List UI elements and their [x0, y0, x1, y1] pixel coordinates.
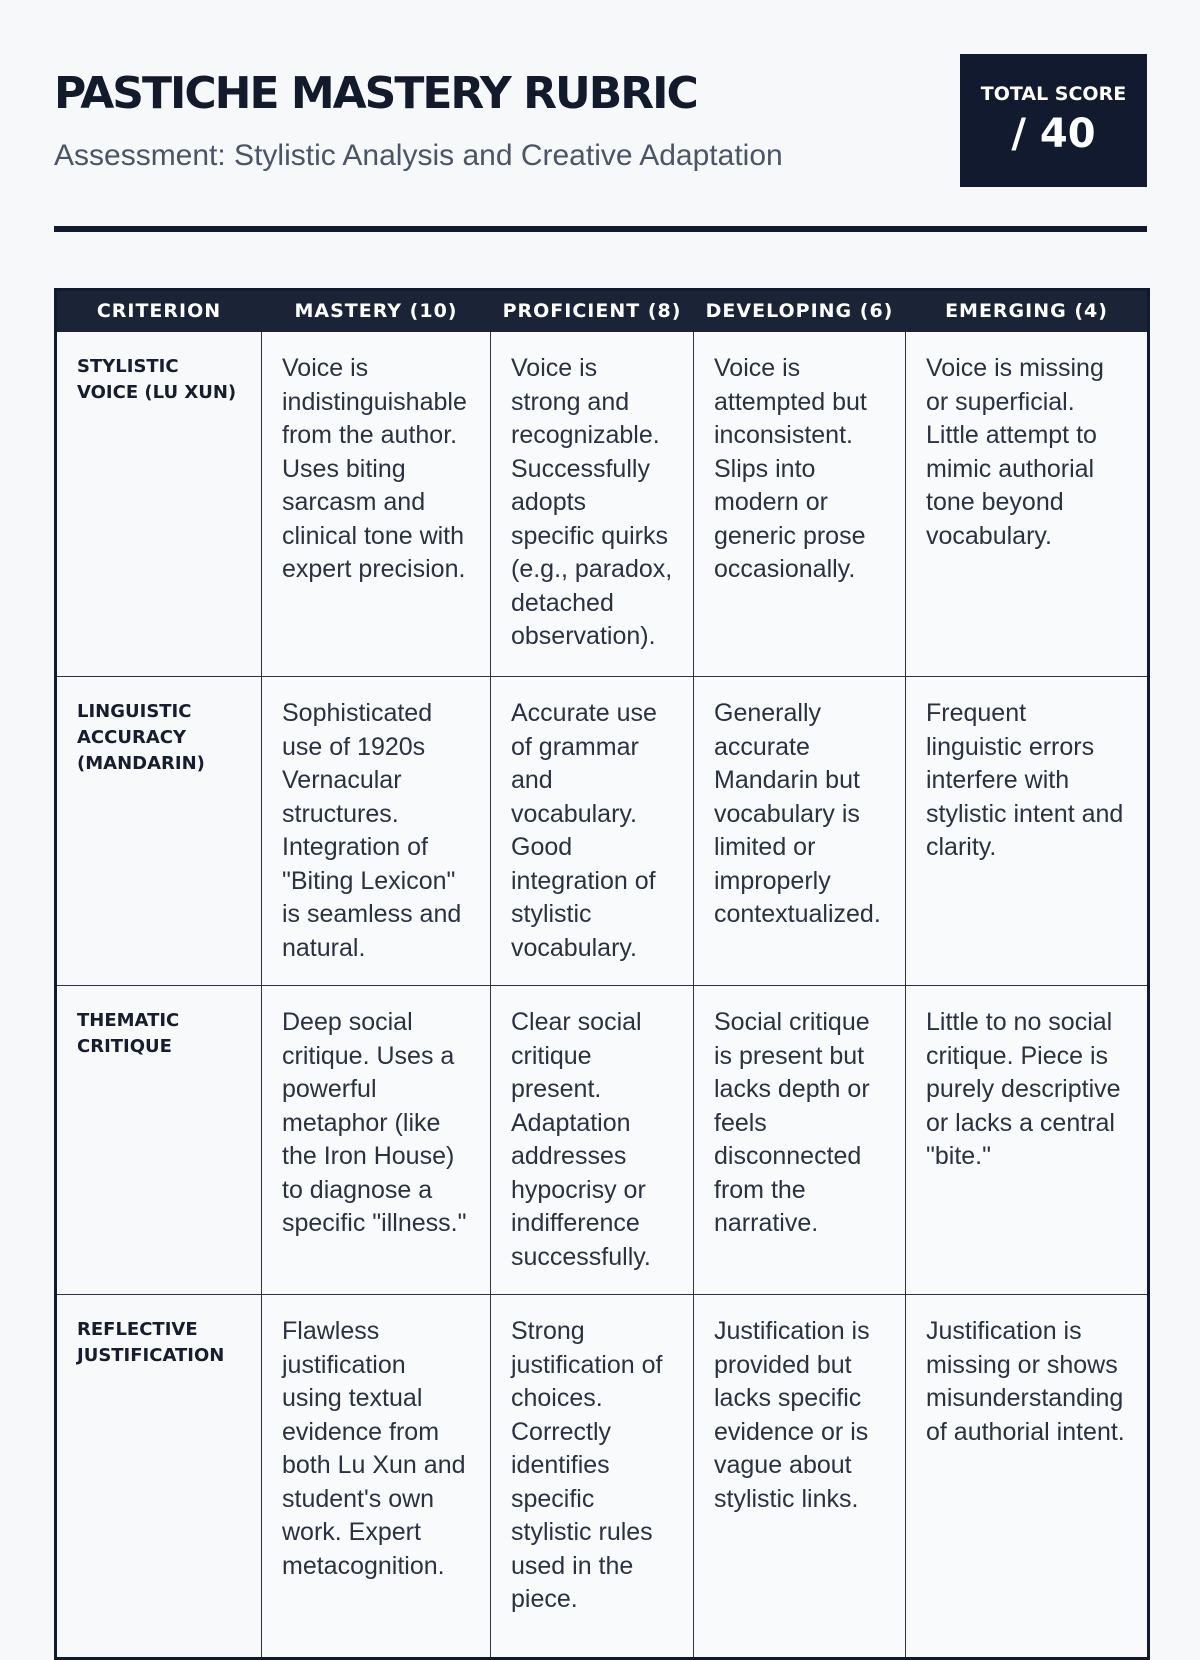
criterion-cell: LINGUISTIC ACCURACY (MANDARIN): [56, 677, 262, 986]
mastery-cell: Sophisticated use of 1920s Vernacular structures. Integration of "Biting Lexicon" is seamless and natural.: [262, 677, 491, 986]
mastery-cell: Flawless justification using textual evidence from both Lu Xun and student's own work. Expert metacognition.: [262, 1295, 491, 1659]
page-subtitle: Assessment: Stylistic Analysis and Creative Adaptation: [54, 139, 783, 172]
table-row: [56, 332, 1149, 677]
rubric-header: [54, 54, 1147, 184]
rubric-table: [54, 288, 1150, 1660]
column-header-emerging: EMERGING (4): [906, 290, 1149, 332]
proficient-cell: Clear social critique present. Adaptation addresses hypocrisy or indifference successfully.: [491, 986, 694, 1295]
emerging-cell: Little to no social critique. Piece is purely descriptive or lacks a central "bite.": [906, 986, 1149, 1295]
proficient-cell: Accurate use of grammar and vocabulary. Good integration of stylistic vocabulary.: [491, 677, 694, 986]
emerging-cell: Voice is missing or superficial. Little attempt to mimic authorial tone beyond vocabulary.: [906, 332, 1149, 677]
page-title: PASTICHE MASTERY RUBRIC: [54, 68, 697, 119]
column-header-mastery: MASTERY (10): [262, 290, 491, 332]
total-score-label: TOTAL SCORE: [980, 83, 1127, 105]
developing-cell: Justification is provided but lacks specific evidence or is vague about stylistic links.: [694, 1295, 906, 1659]
criterion-cell: REFLECTIVE JUSTIFICATION: [56, 1295, 262, 1659]
mastery-cell: Voice is indistinguishable from the author. Uses biting sarcasm and clinical tone with expert precision.: [262, 332, 491, 677]
column-header-criterion: CRITERION: [56, 290, 262, 332]
table-row: [56, 677, 1149, 986]
total-score-value: / 40: [1011, 111, 1096, 157]
column-header-developing: DEVELOPING (6): [694, 290, 906, 332]
table-row: [56, 986, 1149, 1295]
developing-cell: Generally accurate Mandarin but vocabulary is limited or improperly contextualized.: [694, 677, 906, 986]
criterion-cell: STYLISTIC VOICE (LU XUN): [56, 332, 262, 677]
proficient-cell: Voice is strong and recognizable. Successfully adopts specific quirks (e.g., paradox, detached observation).: [491, 332, 694, 677]
emerging-cell: Justification is missing or shows misunderstanding of authorial intent.: [906, 1295, 1149, 1659]
developing-cell: Social critique is present but lacks depth or feels disconnected from the narrative.: [694, 986, 906, 1295]
emerging-cell: Frequent linguistic errors interfere with stylistic intent and clarity.: [906, 677, 1149, 986]
header-row: [56, 290, 1149, 332]
header-divider: [54, 226, 1147, 232]
proficient-cell: Strong justification of choices. Correctly identifies specific stylistic rules used in the piece.: [491, 1295, 694, 1659]
total-score-box: [960, 54, 1147, 187]
mastery-cell: Deep social critique. Uses a powerful metaphor (like the Iron House) to diagnose a specific "illness.": [262, 986, 491, 1295]
criterion-cell: THEMATIC CRITIQUE: [56, 986, 262, 1295]
column-header-proficient: PROFICIENT (8): [491, 290, 694, 332]
table-row: [56, 1295, 1149, 1659]
developing-cell: Voice is attempted but inconsistent. Slips into modern or generic prose occasionally.: [694, 332, 906, 677]
